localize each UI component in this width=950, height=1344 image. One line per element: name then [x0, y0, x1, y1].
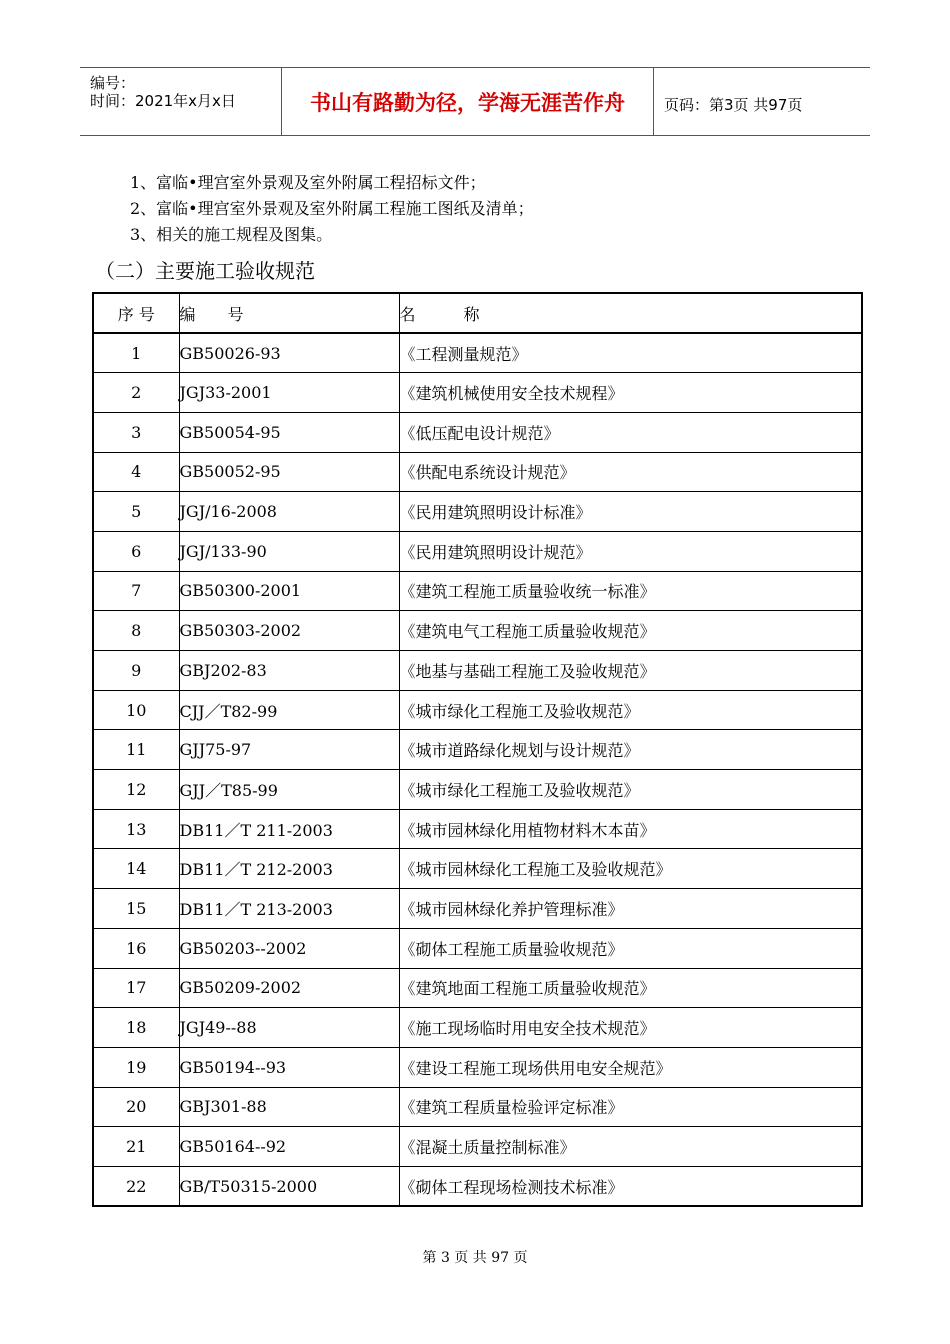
intro-item: 1、富临•理宫室外景观及室外附属工程招标文件； [130, 173, 486, 192]
table-row [93, 611, 862, 651]
row-name: 《工程测量规范》 [399, 333, 862, 373]
row-code: GB/T50315-2000 [179, 1166, 399, 1206]
row-name: 《建筑机械使用安全技术规程》 [399, 373, 862, 413]
table-row [93, 492, 862, 532]
row-index: 6 [93, 531, 179, 571]
table-row [93, 1008, 862, 1048]
row-code: GBJ301-88 [179, 1087, 399, 1127]
row-index: 15 [93, 889, 179, 929]
doc-number-label: 编号： [90, 74, 136, 92]
table-row [93, 889, 862, 929]
intro-item: 2、富临•理宫室外景观及室外附属工程施工图纸及清单； [130, 199, 534, 218]
row-code: GJJ75-97 [179, 730, 399, 770]
row-index: 18 [93, 1008, 179, 1048]
row-name: 《建筑工程质量检验评定标准》 [399, 1087, 862, 1127]
header-page-number: 页码：第3页 共97页 [664, 96, 803, 114]
row-name: 《城市绿化工程施工及验收规范》 [399, 770, 862, 810]
row-name: 《建设工程施工现场供用电安全规范》 [399, 1047, 862, 1087]
row-index: 1 [93, 333, 179, 373]
row-name: 《低压配电设计规范》 [399, 412, 862, 452]
row-index: 5 [93, 492, 179, 532]
row-code: GJJ／T85-99 [179, 770, 399, 810]
row-code: JGJ49--88 [179, 1008, 399, 1048]
table-row [93, 1047, 862, 1087]
table-row [93, 651, 862, 691]
row-index: 20 [93, 1087, 179, 1127]
row-index: 21 [93, 1127, 179, 1167]
row-index: 7 [93, 571, 179, 611]
row-code: DB11／T 211-2003 [179, 809, 399, 849]
col-header-code: 编 号 [179, 293, 399, 333]
row-index: 8 [93, 611, 179, 651]
header-meta [80, 68, 282, 135]
row-index: 10 [93, 690, 179, 730]
section-title: （二）主要施工验收规范 [95, 259, 315, 283]
row-index: 22 [93, 1166, 179, 1206]
row-code: GB50209-2002 [179, 968, 399, 1008]
table-row [93, 452, 862, 492]
row-code: GB50054-95 [179, 412, 399, 452]
row-name: 《施工现场临时用电安全技术规范》 [399, 1008, 862, 1048]
page-header [80, 67, 870, 136]
row-name: 《城市园林绿化用植物材料木本苗》 [399, 809, 862, 849]
header-motto: 书山有路勤为径，学海无涯苦作舟 [282, 68, 654, 135]
table-header-row [93, 293, 862, 333]
header-page-info [654, 68, 870, 135]
row-code: JGJ33-2001 [179, 373, 399, 413]
row-code: JGJ/16-2008 [179, 492, 399, 532]
row-code: JGJ/133-90 [179, 531, 399, 571]
table-row [93, 373, 862, 413]
row-index: 14 [93, 849, 179, 889]
row-name: 《建筑电气工程施工质量验收规范》 [399, 611, 862, 651]
table-row [93, 928, 862, 968]
col-header-name: 名 称 [399, 293, 862, 333]
table-row [93, 1087, 862, 1127]
table-row [93, 571, 862, 611]
col-header-index: 序 号 [93, 293, 179, 333]
row-index: 4 [93, 452, 179, 492]
intro-item: 3、相关的施工规程及图集。 [130, 225, 333, 244]
row-code: GBJ202-83 [179, 651, 399, 691]
table-row [93, 809, 862, 849]
row-index: 2 [93, 373, 179, 413]
row-name: 《地基与基础工程施工及验收规范》 [399, 651, 862, 691]
row-code: DB11／T 212-2003 [179, 849, 399, 889]
table-row [93, 412, 862, 452]
table-row [93, 1127, 862, 1167]
row-index: 17 [93, 968, 179, 1008]
row-index: 3 [93, 412, 179, 452]
row-name: 《城市绿化工程施工及验收规范》 [399, 690, 862, 730]
row-name: 《民用建筑照明设计标准》 [399, 492, 862, 532]
row-code: GB50052-95 [179, 452, 399, 492]
row-index: 16 [93, 928, 179, 968]
row-code: GB50300-2001 [179, 571, 399, 611]
row-name: 《建筑工程施工质量验收统一标准》 [399, 571, 862, 611]
row-code: GB50194--93 [179, 1047, 399, 1087]
page-footer: 第 3 页 共 97 页 [422, 1250, 528, 1266]
row-name: 《砌体工程施工质量验收规范》 [399, 928, 862, 968]
row-name: 《砌体工程现场检测技术标准》 [399, 1166, 862, 1206]
row-name: 《建筑地面工程施工质量验收规范》 [399, 968, 862, 1008]
row-code: GB50026-93 [179, 333, 399, 373]
row-code: CJJ／T82-99 [179, 690, 399, 730]
row-name: 《城市园林绿化工程施工及验收规范》 [399, 849, 862, 889]
row-index: 12 [93, 770, 179, 810]
table-row [93, 690, 862, 730]
table-row [93, 968, 862, 1008]
doc-date: 时间：2021年x月x日 [90, 92, 236, 110]
row-code: DB11／T 213-2003 [179, 889, 399, 929]
row-name: 《供配电系统设计规范》 [399, 452, 862, 492]
table-row [93, 1166, 862, 1206]
spec-table [92, 292, 863, 1207]
row-index: 19 [93, 1047, 179, 1087]
row-name: 《混凝土质量控制标准》 [399, 1127, 862, 1167]
row-code: GB50203--2002 [179, 928, 399, 968]
table-body [93, 333, 862, 1206]
row-name: 《城市道路绿化规划与设计规范》 [399, 730, 862, 770]
row-index: 9 [93, 651, 179, 691]
table-row [93, 730, 862, 770]
table-row [93, 531, 862, 571]
table-row [93, 770, 862, 810]
table-row [93, 849, 862, 889]
row-name: 《民用建筑照明设计规范》 [399, 531, 862, 571]
row-code: GB50303-2002 [179, 611, 399, 651]
table-row [93, 333, 862, 373]
intro-list [130, 170, 534, 248]
row-name: 《城市园林绿化养护管理标准》 [399, 889, 862, 929]
row-index: 13 [93, 809, 179, 849]
row-index: 11 [93, 730, 179, 770]
row-code: GB50164--92 [179, 1127, 399, 1167]
